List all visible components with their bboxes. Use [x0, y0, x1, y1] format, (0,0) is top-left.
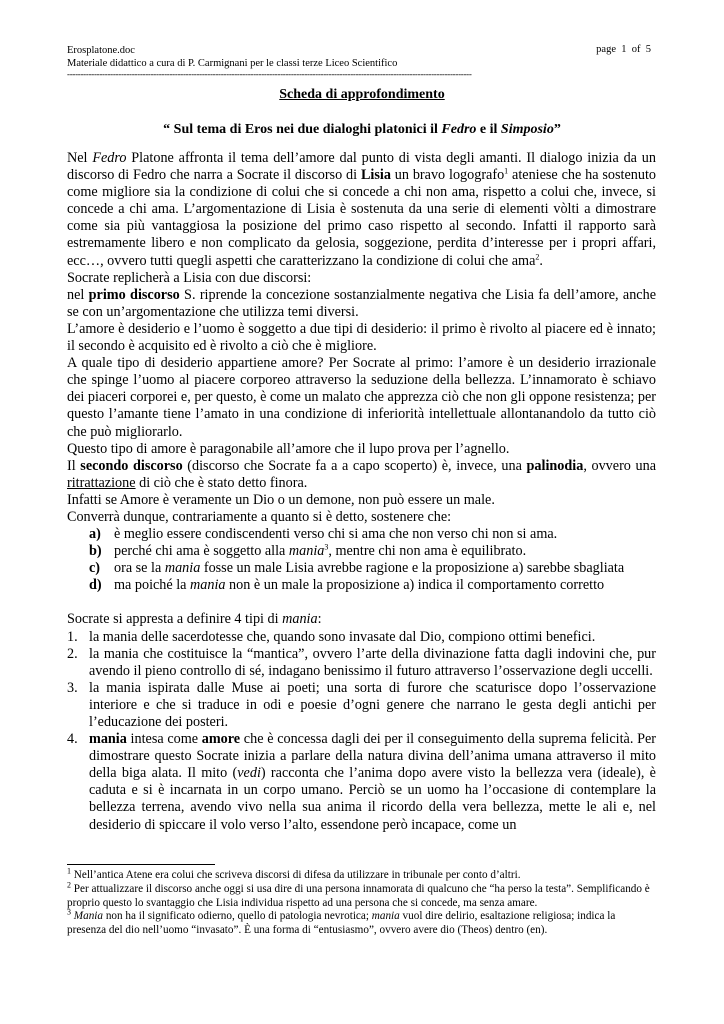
footnotes	[67, 866, 656, 938]
page-number: 1	[621, 44, 627, 55]
header-subtitle: Materiale didattico a cura di P. Carmignani per le classi terze Liceo Scientifico	[67, 58, 398, 69]
paragraph-four-types: Socrate si appresta a definire 4 tipi di mania:	[67, 611, 322, 628]
paragraph-wolf-lamb: Questo tipo di amore è paragonabile all’amore che il lupo prova per l’agnello.	[67, 440, 510, 457]
header-separator: ------------------------------------------------------------------------------------------------------------------------------------------------------	[67, 69, 472, 79]
page-total: 5	[645, 44, 651, 55]
numbered-list	[67, 629, 656, 834]
paragraph-intro: Nel Fedro Platone affronta il tema dell’amore dal punto di vista degli amanti. Il dialogo inizia da un discorso di Fedro che narra a Socrate il discorso di Lisia un bravo logografo$^1$ ateniese che ha sostenuto come migliore sia la condizione di colui che si concede a chi non ama, rispetto a colui che, invece, si concede a chi ama. L’argomentazione di Lisia è sostenuta da una serie di elementi vòlti a dimostrare come sia più vantaggiosa la posizione del primo caso rispetto al secondo. Infatti il rapporto sarà estremamente libero e non complicato da gelosia, soggezione, perdita d’interesse per i propri affari, ecc…, ovvero tutti quegli aspetti che caratterizzano la condizione di colui che ama$^2$.	[67, 150, 656, 269]
header-filename: Erosplatone.doc	[67, 45, 135, 56]
alpha-list	[67, 526, 656, 594]
page-of-word: of	[631, 44, 641, 55]
simposio-italic: Simposio	[500, 122, 554, 137]
list-item: b) perché chi ama è soggetto alla mania$^3$, mentre chi non ama è equilibrato.	[89, 542, 527, 560]
footnote-ref-1: 1	[504, 166, 509, 176]
footnote-1: $^1$ Nell’antica Atene era colui che scriveva discorsi di difesa da utilizzare in tribunale per conto d’altri.	[67, 866, 521, 881]
page-word: page	[596, 44, 616, 55]
paragraph-desire-type: A quale tipo di desiderio appartiene amore? Per Socrate al primo: l’amore è un desiderio irrazionale che spinge l’uomo al piacere corporeo attraverso la seduzione della bellezza. L’innamorato è schiavo dei piaceri corporei e, per questo, è come un malato che apprezza ciò che non gli oppone resistenza; per questo l’amante tiene l’amato in una condizione di inferiorità intellettuale allontanandolo da tutto ciò che può migliorarlo.	[67, 355, 656, 440]
paragraph-amore-dio: Infatti se Amore è veramente un Dio o un demone, non può essere un male.	[67, 491, 495, 508]
list-item: 2. la mania che costituisce la “mantica”, ovvero l’arte della divinazione fatta dagli indovini che, pur avendo il pieno controllo di sé, indagano benissimo il futuro attraverso l’osservazione degli uccelli.	[67, 645, 656, 679]
document-body	[67, 150, 656, 834]
footnote-2: $^2$ Per attualizzare il discorso anche oggi si usa dire di una persona innamorata di qualcuno che “ha perso la testa”. Semplificando è proprio questo lo svantaggio che Lisia individua rispetto ad una persona che si concede, ma senza amare.	[67, 880, 650, 909]
list-item: 3. la mania ispirata dalle Muse ai poeti; una sorta di furore che scaturisce dopo l’osservazione interiore e che si traduce in odi e poesie d’ogni genere che narrano le gesta degli antichi per l’educazione dei posteri.	[67, 679, 656, 730]
paragraph-two-discourses: Socrate replicherà a Lisia con due discorsi:	[67, 269, 312, 286]
list-item: 4. mania intesa come amore che è concessa dagli dei per il conseguimento della suprema felicità. Per dimostrare questo Socrate inizia a parlare della natura divina dell’anima umana attraverso il mito della biga alata. Il mito (vedi) racconta che l’anima dopo avere visto la bellezza vera (ideale), è caduta e si è incarnata in un corpo umano. Perciò se un uomo ha l’occasione di contemplare la bellezza terrena, avendo vivo nella sua anima il ricordo della vera bellezza, mette le ali e, nel desiderio di spiccare il volo verso l’alto, essendone però incapace, come un	[67, 731, 656, 833]
list-item: 1. la mania delle sacerdotesse che, quando sono invasate dal Dio, compiono ottimi benefici.	[67, 628, 596, 645]
footnote-ref-2: 2	[535, 251, 540, 261]
list-item: c) ora se la mania fosse un male Lisia avrebbe ragione e la proposizione a) sarebbe sbagliata	[89, 560, 625, 577]
paragraph-converra: Converrà dunque, contrariamente a quanto si è detto, sostenere che:	[67, 508, 452, 525]
list-item: d) ma poiché la mania non è un male la proposizione a) indica il comportamento corretto	[89, 577, 605, 594]
page-indicator	[596, 44, 651, 55]
document-title: Scheda di approfondimento	[279, 87, 445, 102]
fedro-italic: Fedro	[441, 122, 477, 137]
list-item: a) è meglio essere condiscendenti verso chi si ama che non verso chi non si ama.	[89, 526, 558, 543]
document-subtitle: “ Sul tema di Eros nei due dialoghi platonici il Fedro e il Simposio”	[163, 122, 561, 137]
paragraph-second-discourse: Il secondo discorso (discorso che Socrate fa a a capo scoperto) è, invece, una palinodia, ovvero una ritrattazione di ciò che è stato detto finora.	[67, 457, 656, 491]
paragraph-first-discourse: nel primo discorso S. riprende la concezione sostanzialmente negativa che Lisia fa dell’amore, anche se con un’argomentazione che utilizza temi diversi.	[67, 286, 656, 320]
footnote-3: $^3$ Mania non ha il significato odierno, quello di patologia nevrotica; mania vuol dire delirio, esaltazione religiosa; indica la presenza del dio nell’uomo “invasato”. È una forma di “entusiasmo”, ovvero avere dio (Theos) dentro (en).	[67, 907, 616, 937]
footnote-ref-3: 3	[324, 542, 329, 552]
footnote-separator	[67, 864, 215, 865]
paragraph-desire: L’amore è desiderio e l’uomo è soggetto a due tipi di desiderio: il primo è rivolto al piacere ed è innato; il secondo è acquisito ed è rivolto a ciò che è migliore.	[67, 320, 656, 355]
